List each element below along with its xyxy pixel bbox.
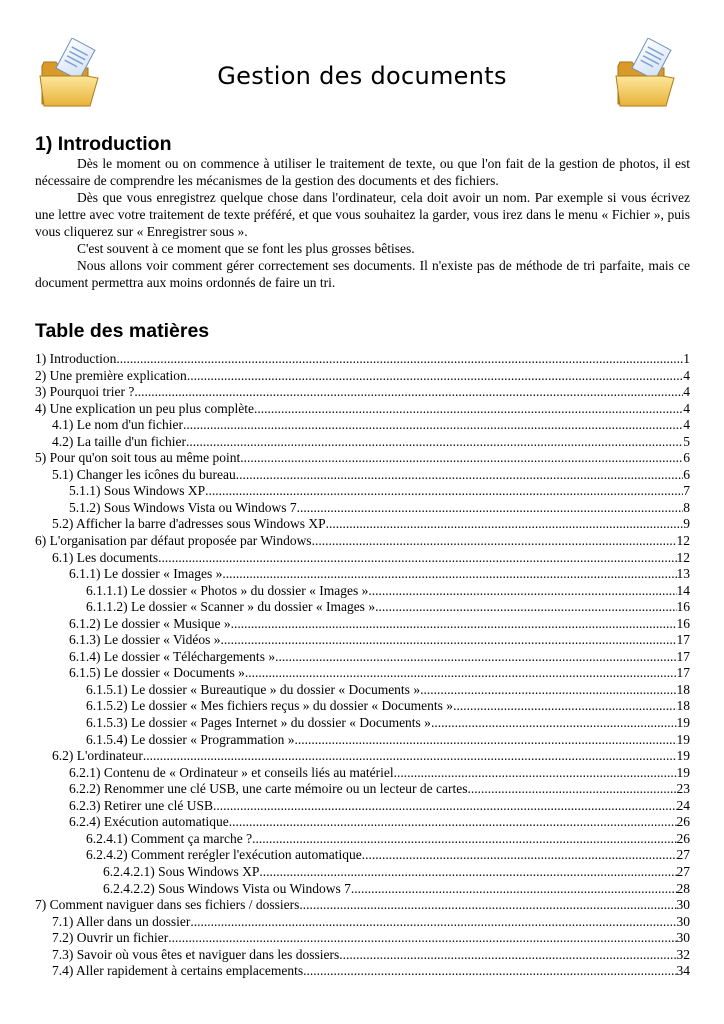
toc-entry-title: 6.2.2) Renommer une clé USB, une carte mémoire ou un lecteur de cartes (69, 781, 468, 797)
toc-page-number: 14 (676, 582, 690, 598)
toc-entry[interactable] (35, 467, 690, 484)
toc-entry-title: 7.4) Aller rapidement à certains emplacements (52, 963, 304, 979)
toc-entry[interactable] (35, 947, 690, 964)
table-of-contents (35, 351, 690, 980)
paragraph: Nous allons voir comment gérer correctement ses documents. Il n'existe pas de méthode de tri parfaite, mais ce document permettra aux moins ordonnés de faire un tri. (35, 258, 690, 290)
toc-dot-leader (394, 765, 677, 782)
toc-entry[interactable] (35, 583, 690, 600)
toc-entry[interactable] (35, 698, 690, 715)
toc-dot-leader (205, 483, 683, 500)
toc-entry[interactable] (35, 847, 690, 864)
toc-entry-title: 2) Une première explication (35, 367, 187, 383)
toc-dot-leader (362, 847, 677, 864)
toc-dot-leader (453, 698, 676, 715)
toc-dot-leader (252, 831, 676, 848)
toc-dot-leader (351, 881, 677, 898)
toc-entry[interactable] (35, 417, 690, 434)
toc-page-number: 18 (676, 698, 690, 714)
section-heading-introduction: 1) Introduction (35, 133, 172, 155)
toc-entry-title: 6.2.4.2.2) Sous Windows Vista ou Windows 7 (103, 880, 351, 896)
toc-dot-leader (240, 450, 683, 467)
toc-entry[interactable] (35, 814, 690, 831)
toc-page-number: 30 (676, 930, 690, 946)
toc-entry-title: 6.1.1.1) Le dossier « Photos » du dossier « Images » (86, 582, 369, 598)
toc-entry[interactable] (35, 798, 690, 815)
toc-page-number: 17 (676, 665, 690, 681)
toc-dot-leader (467, 781, 676, 798)
toc-page-number: 30 (676, 897, 690, 913)
toc-entry[interactable] (35, 351, 690, 368)
toc-entry[interactable] (35, 748, 690, 765)
toc-dot-leader (312, 533, 677, 550)
toc-dot-leader (168, 930, 676, 947)
toc-entry[interactable] (35, 483, 690, 500)
toc-page-number: 12 (676, 533, 690, 549)
toc-entry-title: 6.1.4) Le dossier « Téléchargements » (69, 648, 276, 664)
toc-page-number: 4 (683, 367, 690, 383)
toc-dot-leader (222, 566, 676, 583)
toc-entry[interactable] (35, 599, 690, 616)
toc-page-number: 5 (683, 433, 690, 449)
toc-page-number: 17 (676, 632, 690, 648)
toc-dot-leader (420, 682, 676, 699)
toc-page-number: 26 (676, 814, 690, 830)
toc-page-number: 27 (676, 847, 690, 863)
toc-dot-leader (303, 963, 676, 980)
paragraph: C'est souvent à ce moment que se font les plus grosses bêtises. (77, 241, 415, 256)
toc-entry[interactable] (35, 632, 690, 649)
toc-entry[interactable] (35, 516, 690, 533)
toc-entry-title: 5.1.2) Sous Windows Vista ou Windows 7 (69, 499, 297, 515)
toc-entry-title: 5.2) Afficher la barre d'adresses sous Windows XP (52, 516, 326, 532)
toc-dot-leader (187, 368, 683, 385)
toc-entry[interactable] (35, 550, 690, 567)
toc-page-number: 6 (683, 450, 690, 466)
toc-entry-title: 6) L'organisation par défaut proposée par Windows (35, 533, 312, 549)
toc-entry[interactable] (35, 963, 690, 980)
toc-entry[interactable] (35, 781, 690, 798)
toc-page-number: 16 (676, 615, 690, 631)
toc-entry-title: 6.2.4.2) Comment rerégler l'exécution automatique (86, 847, 362, 863)
toc-dot-leader (299, 897, 676, 914)
document-title: Gestion des documents (217, 62, 507, 90)
toc-entry-title: 6.2.4.1) Comment ça marche ? (86, 830, 253, 846)
toc-page-number: 18 (676, 681, 690, 697)
toc-page-number: 30 (676, 913, 690, 929)
toc-entry[interactable] (35, 914, 690, 931)
toc-entry-title: 4.2) La taille d'un fichier (52, 433, 187, 449)
toc-dot-leader (183, 417, 683, 434)
toc-entry[interactable] (35, 533, 690, 550)
toc-page-number: 23 (676, 781, 690, 797)
toc-entry-title: 6.1.5.1) Le dossier « Bureautique » du dossier « Documents » (86, 681, 421, 697)
toc-page-number: 4 (683, 400, 690, 416)
toc-page-number: 9 (683, 516, 690, 532)
toc-entry-title: 3) Pourquoi trier ? (35, 384, 135, 400)
toc-page-number: 12 (676, 549, 690, 565)
toc-dot-leader (190, 914, 676, 931)
toc-entry-title: 7) Comment naviguer dans ses fichiers / dossiers (35, 897, 300, 913)
toc-page-number: 6 (683, 466, 690, 482)
toc-dot-leader (213, 798, 677, 815)
toc-entry[interactable] (35, 384, 690, 401)
toc-entry[interactable] (35, 434, 690, 451)
toc-page-number: 32 (676, 946, 690, 962)
toc-page-number: 4 (683, 417, 690, 433)
toc-entry[interactable] (35, 401, 690, 418)
toc-entry[interactable] (35, 732, 690, 749)
toc-dot-leader (186, 434, 683, 451)
toc-page-number: 7 (683, 483, 690, 499)
toc-entry-title: 6.2.1) Contenu de « Ordinateur » et conseils liés au matériel (69, 764, 394, 780)
toc-entry[interactable] (35, 930, 690, 947)
toc-dot-leader (339, 947, 676, 964)
toc-dot-leader (297, 500, 684, 517)
toc-dot-leader (231, 616, 677, 633)
toc-dot-leader (158, 550, 676, 567)
toc-entry-title: 6.1.5.3) Le dossier « Pages Internet » du dossier « Documents » (86, 715, 431, 731)
toc-page-number: 19 (676, 748, 690, 764)
toc-entry-title: 1) Introduction (35, 351, 117, 366)
toc-entry-title: 6.2.4.2.1) Sous Windows XP (103, 863, 260, 879)
paragraph: Dès le moment ou on commence à utiliser le traitement de texte, ou que l'on fait de la gestion de photos, il est nécessaire de comprendre les mécanismes de la gestion des documents et des fichiers. (35, 156, 690, 188)
toc-entry[interactable] (35, 566, 690, 583)
toc-page-number: 19 (676, 764, 690, 780)
toc-entry[interactable] (35, 881, 690, 898)
toc-entry-title: 6.1.1) Le dossier « Images » (69, 566, 223, 582)
toc-entry[interactable] (35, 715, 690, 732)
toc-dot-leader (254, 401, 683, 418)
toc-dot-leader (326, 516, 684, 533)
toc-entry-title: 7.2) Ouvrir un fichier (52, 930, 169, 946)
toc-page-number: 1 (683, 351, 690, 366)
toc-entry-title: 6.1.5.2) Le dossier « Mes fichiers reçus » du dossier « Documents » (86, 698, 454, 714)
toc-entry[interactable] (35, 500, 690, 517)
toc-dot-leader (245, 665, 677, 682)
toc-entry-title: 5) Pour qu'on soit tous au même point (35, 450, 241, 466)
toc-page-number: 8 (683, 499, 690, 515)
toc-page-number: 4 (683, 384, 690, 400)
toc-dot-leader (116, 351, 683, 368)
toc-entry[interactable] (35, 665, 690, 682)
toc-dot-leader (275, 649, 676, 666)
toc-page-number: 13 (676, 566, 690, 582)
toc-entry-title: 6.1.2) Le dossier « Musique » (69, 615, 231, 631)
toc-page-number: 19 (676, 715, 690, 731)
toc-entry-title: 6.1.5.4) Le dossier « Programmation » (86, 731, 295, 747)
toc-dot-leader (368, 583, 676, 600)
toc-dot-leader (294, 732, 676, 749)
toc-entry-title: 6.1.5) Le dossier « Documents » (69, 665, 245, 681)
toc-entry[interactable] (35, 765, 690, 782)
introduction-body (35, 155, 690, 291)
toc-dot-leader (431, 715, 677, 732)
toc-page-number: 19 (676, 731, 690, 747)
toc-dot-leader (259, 864, 676, 881)
toc-page-number: 17 (676, 648, 690, 664)
toc-page-number: 24 (676, 797, 690, 813)
toc-entry-title: 6.1.1.2) Le dossier « Scanner » du dossier « Images » (86, 599, 376, 615)
toc-entry-title: 7.1) Aller dans un dossier (52, 913, 191, 929)
toc-page-number: 26 (676, 830, 690, 846)
toc-entry[interactable] (35, 897, 690, 914)
toc-dot-leader (143, 748, 677, 765)
toc-page-number: 16 (676, 599, 690, 615)
toc-entry-title: 6.1.3) Le dossier « Vidéos » (69, 632, 221, 648)
toc-page-number: 28 (676, 880, 690, 896)
toc-entry[interactable] (35, 831, 690, 848)
toc-entry-title: 6.2) L'ordinateur (52, 748, 143, 764)
toc-entry-title: 6.2.4) Exécution automatique (69, 814, 229, 830)
toc-dot-leader (221, 632, 677, 649)
toc-entry-title: 4) Une explication un peu plus complète (35, 400, 254, 416)
toc-entry[interactable] (35, 616, 690, 633)
toc-entry-title: 4.1) Le nom d'un fichier (52, 417, 184, 433)
toc-dot-leader (236, 467, 684, 484)
toc-page-number: 34 (676, 963, 690, 979)
toc-entry[interactable] (35, 368, 690, 385)
toc-entry[interactable] (35, 864, 690, 881)
toc-entry-title: 7.3) Savoir où vous êtes et naviguer dans les dossiers (52, 946, 340, 962)
toc-entry-title: 5.1) Changer les icônes du bureau (52, 466, 236, 482)
toc-entry-title: 6.1) Les documents (52, 549, 159, 565)
toc-entry-title: 5.1.1) Sous Windows XP (69, 483, 206, 499)
toc-heading: Table des matières (35, 320, 210, 342)
toc-page-number: 27 (676, 863, 690, 879)
toc-dot-leader (229, 814, 677, 831)
toc-dot-leader (134, 384, 683, 401)
toc-entry[interactable] (35, 450, 690, 467)
toc-entry[interactable] (35, 649, 690, 666)
toc-dot-leader (375, 599, 676, 616)
toc-entry[interactable] (35, 682, 690, 699)
toc-entry-title: 6.2.3) Retirer une clé USB (69, 797, 213, 813)
paragraph: Dès que vous enregistrez quelque chose dans l'ordinateur, cela doit avoir un nom. Par exemple si vous écrivez une lettre avec votre traitement de texte préféré, et que vous souhaitez la garder, vous irez dans le menu « Fichier », puis vous cliquerez sur « Enregistrer sous ». (35, 190, 690, 239)
